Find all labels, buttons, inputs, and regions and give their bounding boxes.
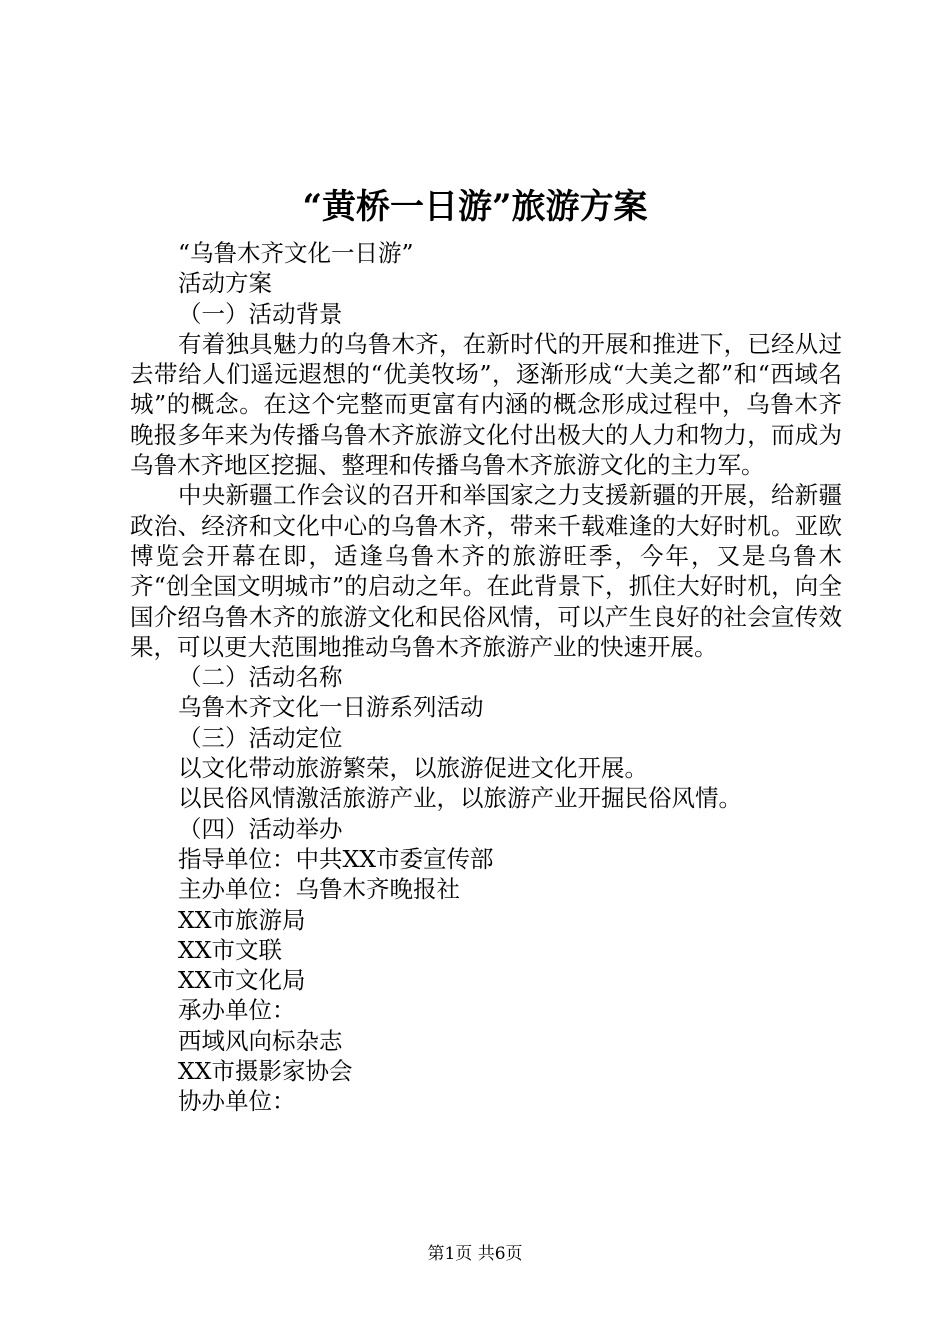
text-line: 以文化带动旅游繁荣，以旅游促进文化开展。 (178, 754, 648, 783)
document-body (130, 238, 842, 1117)
subtitle-line: 活动方案 (178, 269, 272, 298)
text-line: XX市旅游局 (178, 905, 306, 934)
subtitle-line: “乌鲁木齐文化一日游” (178, 239, 414, 267)
body-paragraph: 有着独具魅力的乌鲁木齐，在新时代的开展和推进下，已经从过去带给人们遥远遐想的“优美牧场”，逐渐形成“大美之都”和“西域名城”的概念。在这个完整而更富有内涵的概念形成过程中，乌鲁木齐晚报多年来为传播乌鲁木齐旅游文化付出极大的人力和物力，而成为乌鲁木齐地区挖掘、整理和传播乌鲁木齐旅游文化的主力军。 (130, 329, 842, 480)
document-title: “黄桥一日游”旅游方案 (302, 187, 648, 227)
body-paragraph: 中央新疆工作会议的召开和举国家之力支援新疆的开展，给新疆政治、经济和文化中心的乌鲁木齐，带来千载难逢的大好时机。亚欧博览会开幕在即，适逢乌鲁木齐的旅游旺季，今年，又是乌鲁木齐“创全国文明城市”的启动之年。在此背景下，抓住大好时机，向全国介绍乌鲁木齐的旅游文化和民俗风情，可以产生良好的社会宣传效果，可以更大范围地推动乌鲁木齐旅游产业的快速开展。 (130, 481, 842, 661)
text-line: 协办单位： (178, 1087, 296, 1116)
text-line: 西域风向标杂志 (178, 1026, 343, 1055)
text-line: XX市摄影家协会 (178, 1057, 353, 1086)
page-footer: 第1页 共6页 (427, 1244, 523, 1264)
section-heading: （一）活动背景 (178, 299, 343, 328)
text-line: XX市文化局 (178, 966, 306, 995)
section-heading: （二）活动名称 (178, 663, 343, 692)
text-line: 指导单位：中共XX市委宣传部 (178, 844, 494, 873)
text-line: 乌鲁木齐文化一日游系列活动 (178, 693, 484, 722)
section-heading: （四）活动举办 (178, 814, 343, 843)
text-line: XX市文联 (178, 935, 282, 964)
text-line: 承办单位： (178, 996, 296, 1025)
text-line: 主办单位：乌鲁木齐晚报社 (178, 875, 460, 904)
section-heading: （三）活动定位 (178, 723, 343, 752)
text-line: 以民俗风情激活旅游产业，以旅游产业开掘民俗风情。 (178, 784, 742, 813)
